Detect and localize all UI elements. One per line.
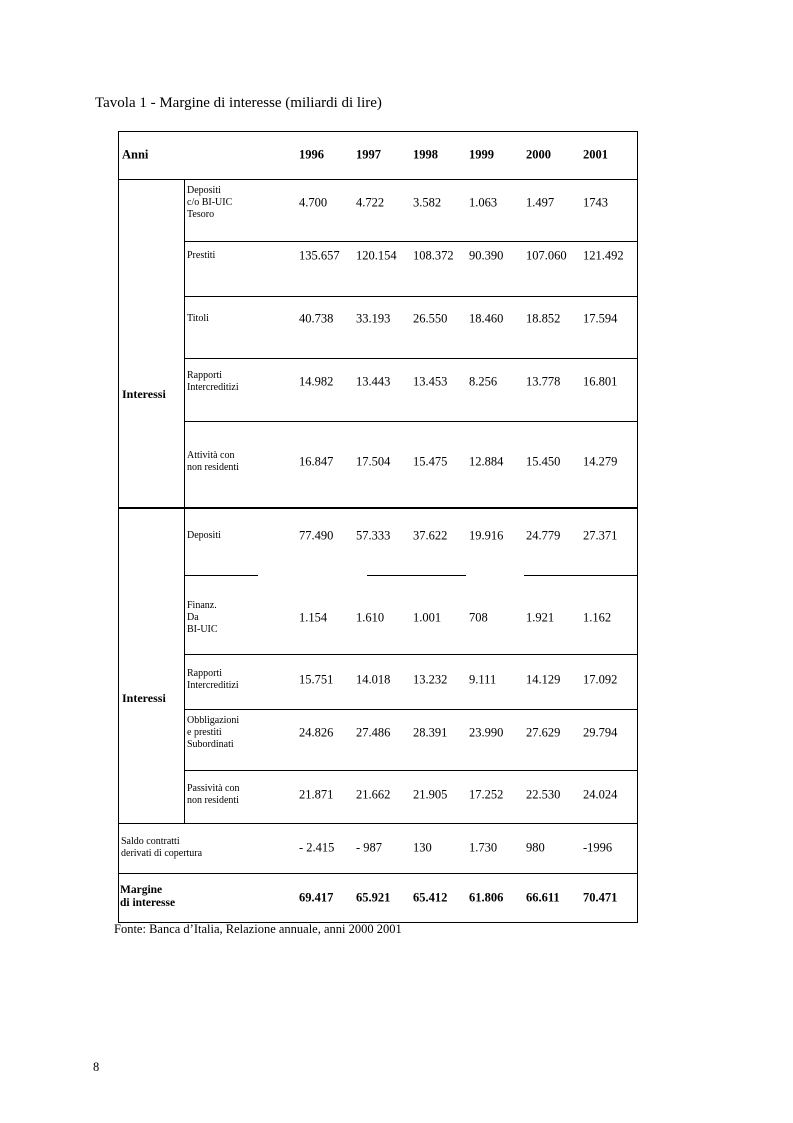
table-border-top xyxy=(118,131,638,132)
table-cell: -1996 xyxy=(583,840,613,855)
group-label-line: Interessi xyxy=(122,387,166,401)
table-cell: 24.024 xyxy=(583,787,618,802)
table-cell: 37.622 xyxy=(413,528,448,543)
row-label xyxy=(187,185,232,221)
row-label xyxy=(187,600,218,636)
table-cell: 1.497 xyxy=(526,195,555,210)
table-cell-total: 70.471 xyxy=(583,890,618,905)
table-cell-total: 65.921 xyxy=(356,890,391,905)
table-title: Tavola 1 - Margine di interesse (miliardi di lire) xyxy=(95,95,382,111)
table-cell: 57.333 xyxy=(356,528,391,543)
table-cell: 8.256 xyxy=(469,374,498,389)
table-cell: 1.154 xyxy=(299,610,328,625)
page-number: 8 xyxy=(93,1060,100,1074)
table-cell: 108.372 xyxy=(413,248,454,263)
table-cell-total: 61.806 xyxy=(469,890,504,905)
table-cell: 16.801 xyxy=(583,374,618,389)
row-rule xyxy=(184,709,638,710)
table-cell: - 987 xyxy=(356,840,383,855)
table-border-left xyxy=(118,131,119,923)
margine-label xyxy=(120,884,175,910)
row-rule xyxy=(184,575,258,576)
table-cell: 21.871 xyxy=(299,787,334,802)
group-label xyxy=(122,387,166,401)
row-label-line: Titoli xyxy=(187,313,209,324)
table-cell: - 2.415 xyxy=(299,840,335,855)
table-cell: 27.629 xyxy=(526,725,561,740)
row-label-line: c/o BI-UIC xyxy=(187,197,233,208)
table-cell: 708 xyxy=(469,610,488,625)
table-cell: 1.162 xyxy=(583,610,612,625)
table-cell: 23.990 xyxy=(469,725,504,740)
row-rule xyxy=(184,654,638,655)
table-cell: 19.916 xyxy=(469,528,504,543)
year-header: 2000 xyxy=(526,147,551,162)
table-cell: 4.700 xyxy=(299,195,328,210)
row-label-line: BI-UIC xyxy=(187,624,218,635)
table-cell: 1.063 xyxy=(469,195,498,210)
source-note: Fonte: Banca d’Italia, Relazione annuale, anni 2000 2001 xyxy=(114,922,402,936)
row-rule xyxy=(184,770,638,771)
header-anni: Anni xyxy=(122,147,149,162)
year-header: 1999 xyxy=(469,147,494,162)
table-cell: 107.060 xyxy=(526,248,567,263)
year-header: 1998 xyxy=(413,147,438,162)
table-cell: 1.921 xyxy=(526,610,555,625)
table-cell: 18.460 xyxy=(469,311,504,326)
sublabel-divider xyxy=(184,179,185,823)
header-rule xyxy=(118,179,638,180)
group-label-line: Interessi xyxy=(122,691,166,705)
table-cell: 21.662 xyxy=(356,787,391,802)
row-label-line: non residenti xyxy=(187,462,239,473)
table-cell: 22.530 xyxy=(526,787,561,802)
table-cell-total: 69.417 xyxy=(299,890,334,905)
table-cell: 121.492 xyxy=(583,248,624,263)
table-cell: 130 xyxy=(413,840,432,855)
table-cell: 24.779 xyxy=(526,528,561,543)
saldo-label xyxy=(121,836,202,860)
table-cell: 3.582 xyxy=(413,195,442,210)
table-cell: 24.826 xyxy=(299,725,334,740)
row-label-line: Subordinati xyxy=(187,739,234,750)
table-cell: 27.371 xyxy=(583,528,618,543)
table-cell: 14.279 xyxy=(583,454,618,469)
row-label-line: Depositi xyxy=(187,185,221,196)
row-label-line: Obbligazioni xyxy=(187,715,240,726)
table-cell: 4.722 xyxy=(356,195,385,210)
group-separator xyxy=(118,507,638,509)
year-header: 1997 xyxy=(356,147,381,162)
table-cell: 16.847 xyxy=(299,454,334,469)
table-cell: 15.475 xyxy=(413,454,448,469)
table-cell: 29.794 xyxy=(583,725,618,740)
row-label-line: Rapporti xyxy=(187,370,222,381)
saldo-label-line: derivati di copertura xyxy=(121,848,203,859)
row-label xyxy=(187,668,239,692)
table-cell: 1.001 xyxy=(413,610,442,625)
row-label-line: Da xyxy=(187,612,199,623)
table-cell: 1.730 xyxy=(469,840,498,855)
row-rule xyxy=(184,421,638,422)
row-label xyxy=(187,530,221,542)
row-label-line: e prestiti xyxy=(187,727,222,738)
row-rule xyxy=(184,358,638,359)
saldo-label-line: Saldo contratti xyxy=(121,836,180,847)
row-rule xyxy=(524,575,638,576)
table-cell: 14.982 xyxy=(299,374,334,389)
table-cell: 17.252 xyxy=(469,787,504,802)
table-cell: 21.905 xyxy=(413,787,448,802)
table-border-right xyxy=(637,131,638,923)
table-cell: 14.018 xyxy=(356,672,391,687)
table-cell: 15.450 xyxy=(526,454,561,469)
table-cell-total: 66.611 xyxy=(526,890,560,905)
margine-rule xyxy=(118,873,638,874)
year-header: 1996 xyxy=(299,147,324,162)
row-label-line: Passività con xyxy=(187,783,240,794)
row-label xyxy=(187,450,239,474)
table-cell: 27.486 xyxy=(356,725,391,740)
table-cell: 17.504 xyxy=(356,454,391,469)
row-label-line: Intercreditizi xyxy=(187,382,239,393)
row-label-line: Rapporti xyxy=(187,668,222,679)
table-cell: 28.391 xyxy=(413,725,448,740)
table-cell: 13.232 xyxy=(413,672,448,687)
table-cell: 1743 xyxy=(583,195,608,210)
row-label-line: Depositi xyxy=(187,530,221,541)
table-cell: 13.443 xyxy=(356,374,391,389)
table-cell: 13.453 xyxy=(413,374,448,389)
table-cell: 1.610 xyxy=(356,610,385,625)
table-cell: 15.751 xyxy=(299,672,334,687)
table-cell: 40.738 xyxy=(299,311,334,326)
table-cell: 33.193 xyxy=(356,311,391,326)
table-cell: 12.884 xyxy=(469,454,504,469)
table-cell: 17.092 xyxy=(583,672,618,687)
table-cell-total: 65.412 xyxy=(413,890,448,905)
row-label-line: Finanz. xyxy=(187,600,217,611)
margine-label-line: di interesse xyxy=(120,897,176,909)
table-cell: 135.657 xyxy=(299,248,340,263)
table-cell: 13.778 xyxy=(526,374,561,389)
row-rule xyxy=(367,575,466,576)
table-cell: 18.852 xyxy=(526,311,561,326)
row-label xyxy=(187,313,209,325)
table-cell: 26.550 xyxy=(413,311,448,326)
row-label xyxy=(187,715,239,751)
table-cell: 120.154 xyxy=(356,248,397,263)
table-cell: 14.129 xyxy=(526,672,561,687)
row-label-line: Tesoro xyxy=(187,209,215,220)
row-rule xyxy=(184,241,638,242)
year-header: 2001 xyxy=(583,147,608,162)
row-label-line: non residenti xyxy=(187,795,239,806)
row-label xyxy=(187,370,239,394)
saldo-rule xyxy=(118,823,638,824)
row-label-line: Prestiti xyxy=(187,250,216,261)
row-label xyxy=(187,783,240,807)
margine-label-line: Margine xyxy=(120,884,163,896)
table-cell: 9.111 xyxy=(469,672,497,687)
group-label xyxy=(122,691,166,705)
row-label-line: Intercreditizi xyxy=(187,680,239,691)
table-cell: 980 xyxy=(526,840,545,855)
table-cell: 17.594 xyxy=(583,311,618,326)
row-label-line: Attività con xyxy=(187,450,235,461)
interest-margin-table xyxy=(118,131,638,923)
row-rule xyxy=(184,296,638,297)
table-cell: 90.390 xyxy=(469,248,504,263)
row-label xyxy=(187,250,215,262)
table-cell: 77.490 xyxy=(299,528,334,543)
